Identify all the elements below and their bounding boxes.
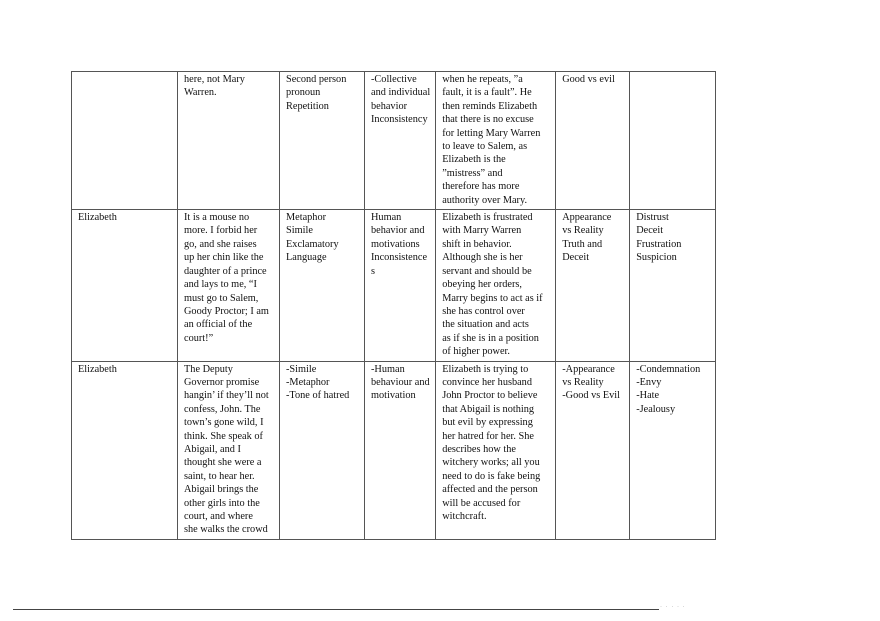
table-body [72,72,716,540]
quote-text-line: other girls into the [184,497,260,509]
analysis-text-line: authority over Mary. [442,194,528,206]
quote-cell [178,72,280,210]
analysis-text-line: ”mistress” and [442,167,503,179]
emotions-cell [630,72,716,210]
analysis-text-line: Elizabeth is the [442,154,506,166]
quote-text-line: court, and where [184,511,253,522]
analysis-text-line: that there is no excuse [442,114,534,126]
literary-analysis-table [71,71,716,540]
emotions-text-line: -Jealousy [636,403,676,415]
theme-text-line: Human [371,212,402,224]
character-cell [72,72,178,210]
table-row [72,361,716,539]
footer-watermark: · · · · · [660,604,686,610]
quote-text-line: up her chin like the [184,252,264,264]
analysis-text-line: as if she is in a position [442,332,539,344]
conflict-cell [556,72,630,210]
quote-text-line: Warren. [184,87,217,99]
emotions-cell [630,361,716,539]
theme-text-line: Inconsistence [371,252,428,264]
techniques-text-line: Simile [286,225,313,237]
analysis-text-line: Although she is her [442,252,523,264]
conflict-text-line: -Appearance [562,363,615,375]
conflict-text-line: Truth and [562,238,603,250]
analysis-text-line: that Abigail is nothing [442,403,535,415]
quote-text-line: The Deputy [184,363,233,375]
table-row [72,72,716,210]
theme-text-line: -Collective [371,74,417,85]
theme-text-line: and individual [371,87,431,99]
quote-text-line: saint, to hear her. [184,470,255,482]
analysis-text-line: her hatred for her. She [442,430,534,442]
conflict-text-line: -Good vs Evil [562,390,620,402]
emotions-text-line: -Envy [636,376,662,388]
quote-text-line: an official of the [184,319,253,331]
analysis-text-line: then reminds Elizabeth [442,100,538,112]
analysis-text-line: for letting Mary Warren [442,127,541,139]
analysis-text-line: with Marry Warren [442,225,522,237]
quote-text-line: Abigail brings the [184,484,259,496]
theme-cell [365,361,436,539]
quote-text-line: Goody Proctor; I am [184,305,269,317]
analysis-text-line: of higher power. [442,346,510,358]
techniques-text-line: Second person [286,74,347,85]
analysis-text-line: to leave to Salem, as [442,141,528,153]
theme-text-line: -Human [371,363,405,375]
techniques-cell [280,72,365,210]
quote-text-line: town’s gone wild, I [184,417,264,429]
character-cell [72,210,178,361]
quote-text-line: more. I forbid her [184,225,258,237]
analysis-cell [436,361,556,539]
theme-text-line: motivation [371,390,416,402]
techniques-cell [280,210,365,361]
character-cell [72,361,178,539]
emotions-text-line: -Hate [636,390,660,402]
analysis-text-line: witchcraft. [442,511,487,522]
quote-text-line: go, and she raises [184,238,257,250]
quote-text-line: court!” [184,332,214,344]
analysis-text-line: therefore has more [442,181,520,193]
conflict-text-line: Appearance [562,212,612,224]
footer-divider [13,609,659,610]
techniques-cell [280,361,365,539]
character-text-line: Elizabeth [78,212,117,224]
emotions-text-line: Suspicion [636,252,677,264]
emotions-cell [630,210,716,361]
emotions-text-line: -Condemnation [636,363,701,375]
conflict-cell [556,210,630,361]
quote-cell [178,210,280,361]
techniques-text-line: pronoun [286,87,321,99]
analysis-text-line: Marry begins to act as if [442,292,543,304]
emotions-text-line: Frustration [636,238,682,250]
quote-text-line: daughter of a prince [184,265,267,277]
analysis-text-line: servant and should be [442,265,532,277]
emotions-text-line: Distrust [636,212,669,224]
character-text-line: Elizabeth [78,363,117,375]
analysis-text-line: need to do is fake being [442,470,541,482]
techniques-text-line: Exclamatory [286,238,339,250]
conflict-text-line: Deceit [562,252,590,264]
emotions-text-line: Deceit [636,225,664,237]
analysis-text-line: describes how the [442,443,516,455]
techniques-text-line: Language [286,252,327,264]
techniques-text-line: Metaphor [286,212,327,224]
conflict-text-line: Good vs evil [562,74,615,85]
quote-text-line: think. She speak of [184,430,263,442]
quote-text-line: confess, John. The [184,403,261,415]
analysis-text-line: she has control over [442,305,525,317]
analysis-text-line: Elizabeth is trying to [442,363,529,375]
quote-text-line: It is a mouse no [184,212,250,224]
theme-text-line: behavior and [371,225,425,237]
quote-text-line: thought she were a [184,457,262,469]
techniques-text-line: Repetition [286,100,329,112]
conflict-text-line: vs Reality [562,225,604,237]
conflict-text-line: vs Reality [562,376,604,388]
theme-text-line: behavior [371,100,408,112]
quote-text-line: here, not Mary [184,74,245,85]
analysis-text-line: the situation and acts [442,319,529,331]
techniques-text-line: -Metaphor [286,376,330,388]
techniques-text-line: -Simile [286,363,317,375]
quote-text-line: must go to Salem, [184,292,259,304]
theme-text-line: motivations [371,238,420,250]
theme-text-line: s [371,265,376,277]
analysis-text-line: will be accused for [442,497,521,509]
theme-text-line: Inconsistency [371,114,428,126]
table-row [72,210,716,361]
quote-text-line: Abigail, and I [184,443,241,455]
quote-text-line: hangin’ if they’ll not [184,390,269,402]
quote-text-line: Governor promise [184,376,260,388]
techniques-text-line: -Tone of hatred [286,390,350,402]
quote-text-line: and lays to me, “I [184,279,257,291]
analysis-text-line: shift in behavior. [442,238,512,250]
theme-cell [365,210,436,361]
analysis-cell [436,72,556,210]
theme-text-line: behaviour and [371,376,430,388]
analysis-text-line: when he repeats, ”a [442,74,523,85]
analysis-text-line: but evil by expressing [442,417,533,429]
analysis-text-line: fault, it is a fault”. He [442,87,532,99]
quote-cell [178,361,280,539]
analysis-text-line: convince her husband [442,376,532,388]
analysis-text-line: Elizabeth is frustrated [442,212,533,224]
quote-text-line: she walks the crowd [184,524,268,536]
analysis-text-line: obeying her orders, [442,279,522,291]
conflict-cell [556,361,630,539]
analysis-text-line: witchery works; all you [442,457,540,469]
analysis-text-line: affected and the person [442,484,538,496]
analysis-text-line: John Proctor to believe [442,390,538,402]
theme-cell [365,72,436,210]
analysis-cell [436,210,556,361]
